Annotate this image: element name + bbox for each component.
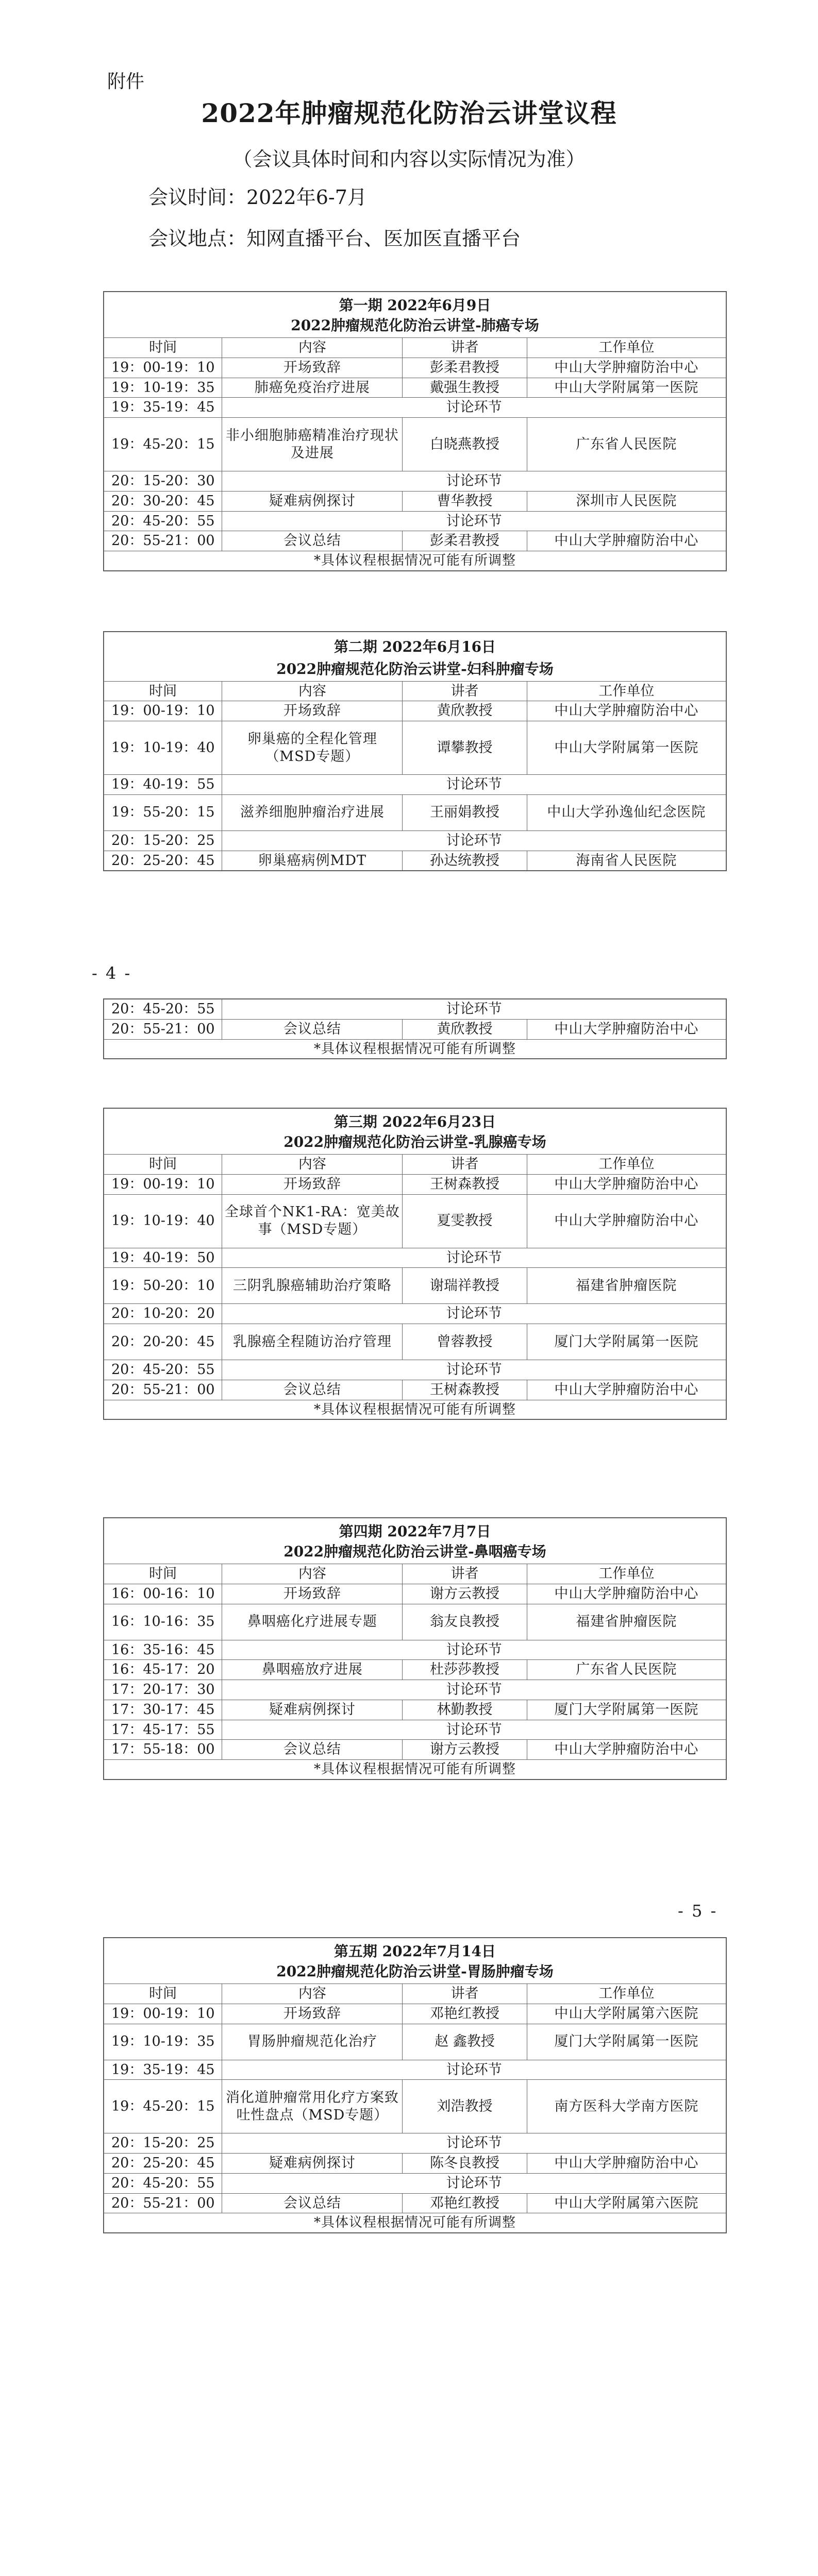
col-unit: 工作单位 bbox=[527, 1564, 726, 1584]
speaker-cell: 曾蓉教授 bbox=[403, 1324, 527, 1360]
speaker-cell: 王树森教授 bbox=[403, 1380, 527, 1400]
session-1-table bbox=[103, 291, 727, 571]
time-cell: 19：55-20：15 bbox=[104, 794, 222, 831]
session-date: 第五期 2022年7月14日 bbox=[104, 1938, 726, 1962]
agenda-row bbox=[104, 1660, 726, 1680]
time-cell: 20：10-20：20 bbox=[104, 1304, 222, 1324]
discussion-cell: 讨论环节 bbox=[222, 1640, 726, 1660]
session-title-row bbox=[104, 315, 726, 338]
discussion-cell: 讨论环节 bbox=[222, 831, 726, 851]
time-cell: 19：35-19：45 bbox=[104, 398, 222, 418]
speaker-cell: 彭柔君教授 bbox=[403, 358, 527, 378]
col-content: 内容 bbox=[222, 338, 403, 358]
unit-cell: 中山大学肿瘤防治中心 bbox=[527, 1019, 726, 1039]
speaker-cell: 黄欣教授 bbox=[403, 701, 527, 721]
speaker-cell: 王丽娟教授 bbox=[403, 794, 527, 831]
speaker-cell: 夏雯教授 bbox=[403, 1194, 527, 1248]
column-header-row bbox=[104, 338, 726, 358]
agenda-row-discussion bbox=[104, 775, 726, 795]
discussion-cell: 讨论环节 bbox=[222, 1248, 726, 1268]
unit-cell: 中山大学附属第六医院 bbox=[527, 2193, 726, 2213]
session-header-row bbox=[104, 632, 726, 659]
agenda-row-discussion bbox=[104, 471, 726, 492]
col-time: 时间 bbox=[104, 681, 222, 701]
session-title-row bbox=[104, 659, 726, 682]
time-cell: 20：15-20：25 bbox=[104, 831, 222, 851]
unit-cell: 中山大学肿瘤防治中心 bbox=[527, 1380, 726, 1400]
agenda-row-discussion bbox=[104, 511, 726, 531]
time-cell: 19：45-20：15 bbox=[104, 2080, 222, 2133]
unit-cell: 中山大学肿瘤防治中心 bbox=[527, 1194, 726, 1248]
agenda-row bbox=[104, 418, 726, 471]
speaker-cell: 翁友良教授 bbox=[403, 1604, 527, 1640]
session-title: 2022肿瘤规范化防治云讲堂-乳腺癌专场 bbox=[104, 1132, 726, 1155]
time-cell: 17：20-17：30 bbox=[104, 1680, 222, 1700]
time-cell: 19：10-19：35 bbox=[104, 2024, 222, 2060]
unit-cell: 深圳市人民医院 bbox=[527, 491, 726, 511]
col-content: 内容 bbox=[222, 1155, 403, 1175]
agenda-row-discussion bbox=[104, 1640, 726, 1660]
meeting-time: 会议时间：2022年6-7月 bbox=[148, 186, 367, 209]
time-cell: 20：55-21：00 bbox=[104, 531, 222, 551]
agenda-row-discussion bbox=[104, 1680, 726, 1700]
discussion-cell: 讨论环节 bbox=[222, 1680, 726, 1700]
column-header-row bbox=[104, 681, 726, 701]
page-subtitle: （会议具体时间和内容以实际情况为准） bbox=[232, 148, 586, 171]
agenda-row bbox=[104, 2024, 726, 2060]
session-title: 2022肿瘤规范化防治云讲堂-胃肠肿瘤专场 bbox=[104, 1961, 726, 1984]
time-cell: 20：45-20：55 bbox=[104, 2173, 222, 2193]
speaker-cell: 刘浩教授 bbox=[403, 2080, 527, 2133]
time-cell: 19：10-19：35 bbox=[104, 378, 222, 398]
time-cell: 19：45-20：15 bbox=[104, 418, 222, 471]
unit-cell: 中山大学肿瘤防治中心 bbox=[527, 358, 726, 378]
topic-cell: 消化道肿瘤常用化疗方案致吐性盘点（MSD专题） bbox=[222, 2080, 403, 2133]
speaker-cell: 赵 鑫教授 bbox=[403, 2024, 527, 2060]
topic-cell: 开场致辞 bbox=[222, 1174, 403, 1194]
discussion-cell: 讨论环节 bbox=[222, 1360, 726, 1380]
time-cell: 20：45-20：55 bbox=[104, 511, 222, 531]
topic-cell: 滋养细胞肿瘤治疗进展 bbox=[222, 794, 403, 831]
adjustment-note: *具体议程根据情况可能有所调整 bbox=[104, 1400, 726, 1419]
unit-cell: 广东省人民医院 bbox=[527, 418, 726, 471]
agenda-row-discussion bbox=[104, 2060, 726, 2080]
note-row bbox=[104, 1760, 726, 1780]
discussion-cell: 讨论环节 bbox=[222, 2173, 726, 2193]
agenda-row bbox=[104, 1324, 726, 1360]
agenda-row-discussion bbox=[104, 398, 726, 418]
time-cell: 19：40-19：50 bbox=[104, 1248, 222, 1268]
topic-cell: 会议总结 bbox=[222, 1019, 403, 1039]
col-unit: 工作单位 bbox=[527, 1155, 726, 1175]
agenda-row-discussion bbox=[104, 999, 726, 1020]
time-cell: 19：35-19：45 bbox=[104, 2060, 222, 2080]
agenda-row bbox=[104, 1740, 726, 1760]
topic-cell: 非小细胞肺癌精准治疗现状及进展 bbox=[222, 418, 403, 471]
agenda-row bbox=[104, 1174, 726, 1194]
time-cell: 20：25-20：45 bbox=[104, 851, 222, 871]
discussion-cell: 讨论环节 bbox=[222, 2133, 726, 2154]
unit-cell: 中山大学附属第六医院 bbox=[527, 2004, 726, 2024]
note-row bbox=[104, 1039, 726, 1059]
topic-cell: 开场致辞 bbox=[222, 358, 403, 378]
col-speaker: 讲者 bbox=[403, 1155, 527, 1175]
speaker-cell: 王树森教授 bbox=[403, 1174, 527, 1194]
session-header-row bbox=[104, 1518, 726, 1542]
col-unit: 工作单位 bbox=[527, 1984, 726, 2004]
discussion-cell: 讨论环节 bbox=[222, 1304, 726, 1324]
time-cell: 20：15-20：25 bbox=[104, 2133, 222, 2154]
col-time: 时间 bbox=[104, 1564, 222, 1584]
topic-cell: 会议总结 bbox=[222, 2193, 403, 2213]
agenda-row bbox=[104, 721, 726, 775]
speaker-cell: 谢方云教授 bbox=[403, 1584, 527, 1604]
topic-cell: 疑难病例探讨 bbox=[222, 1700, 403, 1720]
agenda-row-discussion bbox=[104, 2173, 726, 2193]
adjustment-note: *具体议程根据情况可能有所调整 bbox=[104, 2213, 726, 2233]
speaker-cell: 杜莎莎教授 bbox=[403, 1660, 527, 1680]
unit-cell: 福建省肿瘤医院 bbox=[527, 1604, 726, 1640]
col-time: 时间 bbox=[104, 338, 222, 358]
topic-cell: 肺癌免疫治疗进展 bbox=[222, 378, 403, 398]
agenda-row-discussion bbox=[104, 2133, 726, 2154]
discussion-cell: 讨论环节 bbox=[222, 1720, 726, 1740]
agenda-row bbox=[104, 378, 726, 398]
time-cell: 16：10-16：35 bbox=[104, 1604, 222, 1640]
topic-cell: 鼻咽癌放疗进展 bbox=[222, 1660, 403, 1680]
col-content: 内容 bbox=[222, 1564, 403, 1584]
col-unit: 工作单位 bbox=[527, 338, 726, 358]
unit-cell: 中山大学肿瘤防治中心 bbox=[527, 701, 726, 721]
agenda-row-discussion bbox=[104, 1304, 726, 1324]
speaker-cell: 陈冬良教授 bbox=[403, 2154, 527, 2174]
page-number-4: - 4 - bbox=[92, 963, 132, 983]
agenda-row bbox=[104, 1268, 726, 1304]
speaker-cell: 戴强生教授 bbox=[403, 378, 527, 398]
time-cell: 17：55-18：00 bbox=[104, 1740, 222, 1760]
time-cell: 16：35-16：45 bbox=[104, 1640, 222, 1660]
session-header-row bbox=[104, 1109, 726, 1132]
time-cell: 20：15-20：30 bbox=[104, 471, 222, 492]
unit-cell: 海南省人民医院 bbox=[527, 851, 726, 871]
session-4-table bbox=[103, 1517, 727, 1780]
time-cell: 20：30-20：45 bbox=[104, 491, 222, 511]
agenda-row-discussion bbox=[104, 1248, 726, 1268]
time-cell: 20：55-21：00 bbox=[104, 1019, 222, 1039]
topic-cell: 卵巢癌病例MDT bbox=[222, 851, 403, 871]
agenda-row-discussion bbox=[104, 1720, 726, 1740]
time-cell: 16：45-17：20 bbox=[104, 1660, 222, 1680]
topic-cell: 鼻咽癌化疗进展专题 bbox=[222, 1604, 403, 1640]
agenda-row bbox=[104, 491, 726, 511]
column-header-row bbox=[104, 1984, 726, 2004]
note-row bbox=[104, 2213, 726, 2233]
session-header-row bbox=[104, 292, 726, 316]
session-date: 第一期 2022年6月9日 bbox=[104, 292, 726, 316]
speaker-cell: 邓艳红教授 bbox=[403, 2004, 527, 2024]
agenda-row bbox=[104, 1604, 726, 1640]
agenda-row bbox=[104, 358, 726, 378]
session-date: 第二期 2022年6月16日 bbox=[104, 632, 726, 659]
unit-cell: 福建省肿瘤医院 bbox=[527, 1268, 726, 1304]
unit-cell: 厦门大学附属第一医院 bbox=[527, 2024, 726, 2060]
page-title: 2022年肿瘤规范化防治云讲堂议程 bbox=[201, 98, 617, 128]
agenda-row bbox=[104, 2004, 726, 2024]
time-cell: 17：45-17：55 bbox=[104, 1720, 222, 1740]
agenda-row bbox=[104, 2193, 726, 2213]
session-date: 第三期 2022年6月23日 bbox=[104, 1109, 726, 1132]
unit-cell: 中山大学肿瘤防治中心 bbox=[527, 531, 726, 551]
topic-cell: 会议总结 bbox=[222, 1740, 403, 1760]
time-cell: 20：45-20：55 bbox=[104, 1360, 222, 1380]
agenda-row bbox=[104, 794, 726, 831]
note-row bbox=[104, 1400, 726, 1419]
unit-cell: 厦门大学附属第一医院 bbox=[527, 1700, 726, 1720]
agenda-row bbox=[104, 1194, 726, 1248]
topic-cell: 乳腺癌全程随访治疗管理 bbox=[222, 1324, 403, 1360]
agenda-row bbox=[104, 1584, 726, 1604]
session-title: 2022肿瘤规范化防治云讲堂-鼻咽癌专场 bbox=[104, 1541, 726, 1564]
session-title: 2022肿瘤规范化防治云讲堂-肺癌专场 bbox=[104, 315, 726, 338]
col-content: 内容 bbox=[222, 1984, 403, 2004]
session-title-row bbox=[104, 1132, 726, 1155]
speaker-cell: 黄欣教授 bbox=[403, 1019, 527, 1039]
col-unit: 工作单位 bbox=[527, 681, 726, 701]
time-cell: 19：00-19：10 bbox=[104, 358, 222, 378]
session-header-row bbox=[104, 1938, 726, 1962]
time-cell: 19：10-19：40 bbox=[104, 721, 222, 775]
discussion-cell: 讨论环节 bbox=[222, 2060, 726, 2080]
time-cell: 19：00-19：10 bbox=[104, 2004, 222, 2024]
discussion-cell: 讨论环节 bbox=[222, 775, 726, 795]
col-speaker: 讲者 bbox=[403, 1564, 527, 1584]
discussion-cell: 讨论环节 bbox=[222, 999, 726, 1020]
agenda-row-discussion bbox=[104, 831, 726, 851]
unit-cell: 中山大学肿瘤防治中心 bbox=[527, 1584, 726, 1604]
discussion-cell: 讨论环节 bbox=[222, 471, 726, 492]
col-time: 时间 bbox=[104, 1984, 222, 2004]
session-title: 2022肿瘤规范化防治云讲堂-妇科肿瘤专场 bbox=[104, 659, 726, 682]
topic-cell: 胃肠肿瘤规范化治疗 bbox=[222, 2024, 403, 2060]
unit-cell: 南方医科大学南方医院 bbox=[527, 2080, 726, 2133]
agenda-row bbox=[104, 1019, 726, 1039]
col-speaker: 讲者 bbox=[403, 681, 527, 701]
session-2-table bbox=[103, 631, 727, 871]
unit-cell: 广东省人民医院 bbox=[527, 1660, 726, 1680]
time-cell: 20：25-20：45 bbox=[104, 2154, 222, 2174]
topic-cell: 全球首个NK1-RA：宽美故事（MSD专题） bbox=[222, 1194, 403, 1248]
topic-cell: 开场致辞 bbox=[222, 701, 403, 721]
speaker-cell: 林勤教授 bbox=[403, 1700, 527, 1720]
col-content: 内容 bbox=[222, 681, 403, 701]
topic-cell: 疑难病例探讨 bbox=[222, 2154, 403, 2174]
adjustment-note: *具体议程根据情况可能有所调整 bbox=[104, 1039, 726, 1059]
session-title-row bbox=[104, 1541, 726, 1564]
agenda-row-discussion bbox=[104, 1360, 726, 1380]
session-2-continued-table bbox=[103, 998, 727, 1059]
topic-cell: 开场致辞 bbox=[222, 2004, 403, 2024]
page-number-5: - 5 - bbox=[678, 1901, 718, 1921]
session-date: 第四期 2022年7月7日 bbox=[104, 1518, 726, 1542]
topic-cell: 会议总结 bbox=[222, 531, 403, 551]
speaker-cell: 彭柔君教授 bbox=[403, 531, 527, 551]
note-row bbox=[104, 551, 726, 571]
unit-cell: 中山大学孙逸仙纪念医院 bbox=[527, 794, 726, 831]
time-cell: 17：30-17：45 bbox=[104, 1700, 222, 1720]
time-cell: 20：20-20：45 bbox=[104, 1324, 222, 1360]
agenda-row bbox=[104, 531, 726, 551]
column-header-row bbox=[104, 1564, 726, 1584]
unit-cell: 中山大学附属第一医院 bbox=[527, 721, 726, 775]
time-cell: 20：45-20：55 bbox=[104, 999, 222, 1020]
speaker-cell: 曹华教授 bbox=[403, 491, 527, 511]
time-cell: 19：50-20：10 bbox=[104, 1268, 222, 1304]
time-cell: 20：55-21：00 bbox=[104, 1380, 222, 1400]
agenda-row bbox=[104, 2080, 726, 2133]
attachment-label: 附件 bbox=[107, 71, 145, 92]
column-header-row bbox=[104, 1155, 726, 1175]
time-cell: 19：10-19：40 bbox=[104, 1194, 222, 1248]
adjustment-note: *具体议程根据情况可能有所调整 bbox=[104, 551, 726, 571]
topic-cell: 会议总结 bbox=[222, 1380, 403, 1400]
time-cell: 19：40-19：55 bbox=[104, 775, 222, 795]
unit-cell: 中山大学肿瘤防治中心 bbox=[527, 1174, 726, 1194]
session-5-table bbox=[103, 1937, 727, 2233]
col-time: 时间 bbox=[104, 1155, 222, 1175]
time-cell: 20：55-21：00 bbox=[104, 2193, 222, 2213]
topic-cell: 疑难病例探讨 bbox=[222, 491, 403, 511]
session-title-row bbox=[104, 1961, 726, 1984]
discussion-cell: 讨论环节 bbox=[222, 511, 726, 531]
col-speaker: 讲者 bbox=[403, 1984, 527, 2004]
unit-cell: 中山大学肿瘤防治中心 bbox=[527, 1740, 726, 1760]
session-3-table bbox=[103, 1108, 727, 1420]
col-speaker: 讲者 bbox=[403, 338, 527, 358]
unit-cell: 厦门大学附属第一医院 bbox=[527, 1324, 726, 1360]
speaker-cell: 谢方云教授 bbox=[403, 1740, 527, 1760]
speaker-cell: 邓艳红教授 bbox=[403, 2193, 527, 2213]
discussion-cell: 讨论环节 bbox=[222, 398, 726, 418]
agenda-row bbox=[104, 2154, 726, 2174]
agenda-row bbox=[104, 1700, 726, 1720]
agenda-row bbox=[104, 851, 726, 871]
agenda-row bbox=[104, 701, 726, 721]
speaker-cell: 孙达统教授 bbox=[403, 851, 527, 871]
speaker-cell: 谭攀教授 bbox=[403, 721, 527, 775]
meeting-place: 会议地点：知网直播平台、医加医直播平台 bbox=[148, 227, 521, 250]
adjustment-note: *具体议程根据情况可能有所调整 bbox=[104, 1760, 726, 1780]
time-cell: 19：00-19：10 bbox=[104, 701, 222, 721]
time-cell: 19：00-19：10 bbox=[104, 1174, 222, 1194]
topic-cell: 三阴乳腺癌辅助治疗策略 bbox=[222, 1268, 403, 1304]
speaker-cell: 谢瑞祥教授 bbox=[403, 1268, 527, 1304]
unit-cell: 中山大学肿瘤防治中心 bbox=[527, 2154, 726, 2174]
time-cell: 16：00-16：10 bbox=[104, 1584, 222, 1604]
speaker-cell: 白晓燕教授 bbox=[403, 418, 527, 471]
topic-cell: 卵巢癌的全程化管理（MSD专题） bbox=[222, 721, 403, 775]
topic-cell: 开场致辞 bbox=[222, 1584, 403, 1604]
unit-cell: 中山大学附属第一医院 bbox=[527, 378, 726, 398]
agenda-row bbox=[104, 1380, 726, 1400]
